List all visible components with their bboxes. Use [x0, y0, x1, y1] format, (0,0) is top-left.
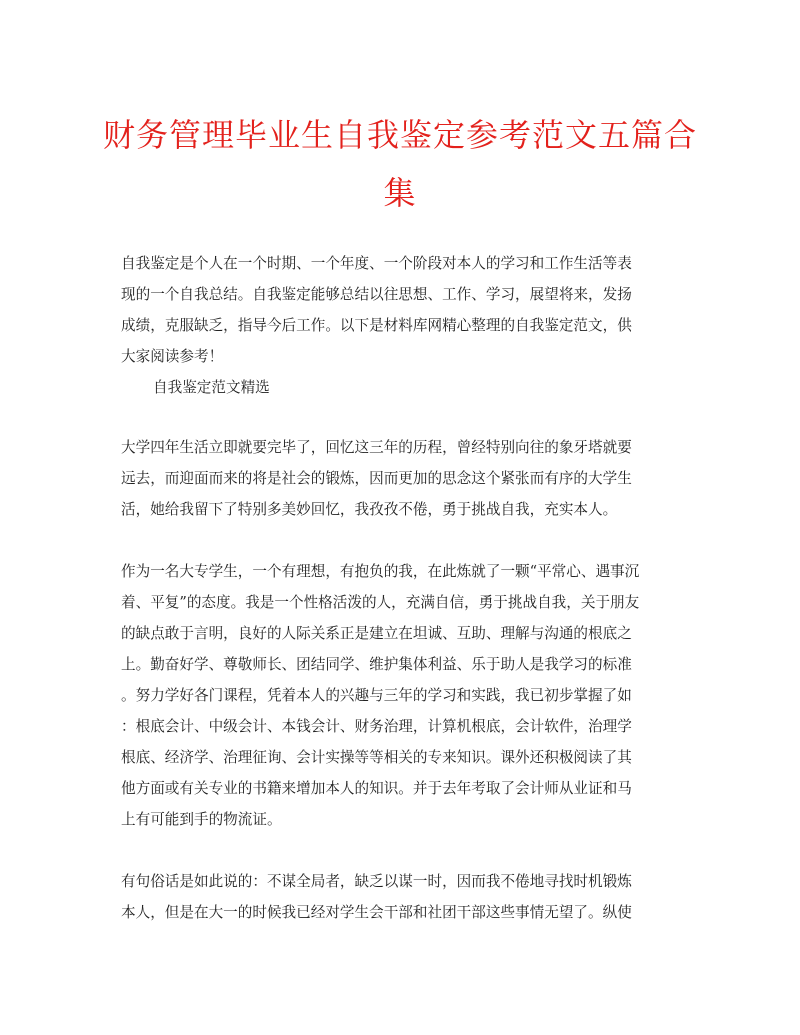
text-line: 成绩，克服缺乏，指导今后工作。以下是材料库网精心整理的自我鉴定范文，供 [121, 317, 632, 334]
text-line: 有句俗话是如此说的：不谋全局者，缺乏以谋一时，因而我不倦地寻找时机锻炼 [121, 873, 632, 890]
text-line: 上。勤奋好学、尊敬师长、团结同学、维护集体利益、乐于助人是我学习的标准 [121, 656, 632, 673]
title-line-2: 集 [383, 174, 417, 212]
text-line: 着、平复”的态度。我是一个性格活泼的人，充满自信，勇于挑战自我，关于朋友 [121, 594, 640, 611]
text-line: 本人，但是在大一的时候我已经对学生会干部和社团干部这些事情无望了。纵使 [121, 904, 632, 921]
intro-paragraph [121, 248, 681, 372]
text-line: 大家阅读参考！ [121, 348, 224, 365]
paragraph-3 [121, 866, 681, 928]
document-title [100, 106, 700, 222]
paragraph-2 [121, 556, 681, 835]
text-line: 上有可能到手的物流证。 [121, 811, 282, 828]
text-line: 他方面或有关专业的书籍来增加本人的知识。并于去年考取了会计师从业证和马 [121, 780, 632, 797]
text-line: 活，她给我留下了特别多美妙回忆，我孜孜不倦，勇于挑战自我，充实本人。 [121, 501, 618, 518]
text-line: ：根底会计、中级会计、本钱会计、财务治理，计算机根底，会计软件，治理学 [121, 718, 632, 735]
text-line: 大学四年生活立即就要完毕了，回忆这三年的历程，曾经特别向往的象牙塔就要 [121, 439, 632, 456]
paragraph-1 [121, 432, 681, 525]
text-line: 作为一名大专学生，一个有理想，有抱负的我，在此炼就了一颗“平常心、遇事沉 [121, 563, 640, 580]
subheading-text: 自我鉴定范文精选 [153, 379, 270, 396]
text-line: 现的一个自我总结。自我鉴定能够总结以往思想、工作、学习，展望将来，发扬 [121, 286, 632, 303]
text-line: 自我鉴定是个人在一个时期、一个年度、一个阶段对本人的学习和工作生活等表 [121, 255, 632, 272]
text-line: 根底、经济学、治理征询、会计实操等等相关的专来知识。课外还积极阅读了其 [121, 749, 632, 766]
text-line: 。努力学好各门课程，凭着本人的兴趣与三年的学习和实践，我已初步掌握了如 [121, 687, 632, 704]
text-line: 的缺点敢于言明，良好的人际关系正是建立在坦诚、互助、理解与沟通的根底之 [121, 625, 632, 642]
title-line-1: 财务管理毕业生自我鉴定参考范文五篇合 [102, 116, 697, 154]
section-subheading [153, 372, 713, 403]
text-line: 远去，而迎面而来的将是社会的锻炼，因而更加的思念这个紧张而有序的大学生 [121, 470, 632, 487]
